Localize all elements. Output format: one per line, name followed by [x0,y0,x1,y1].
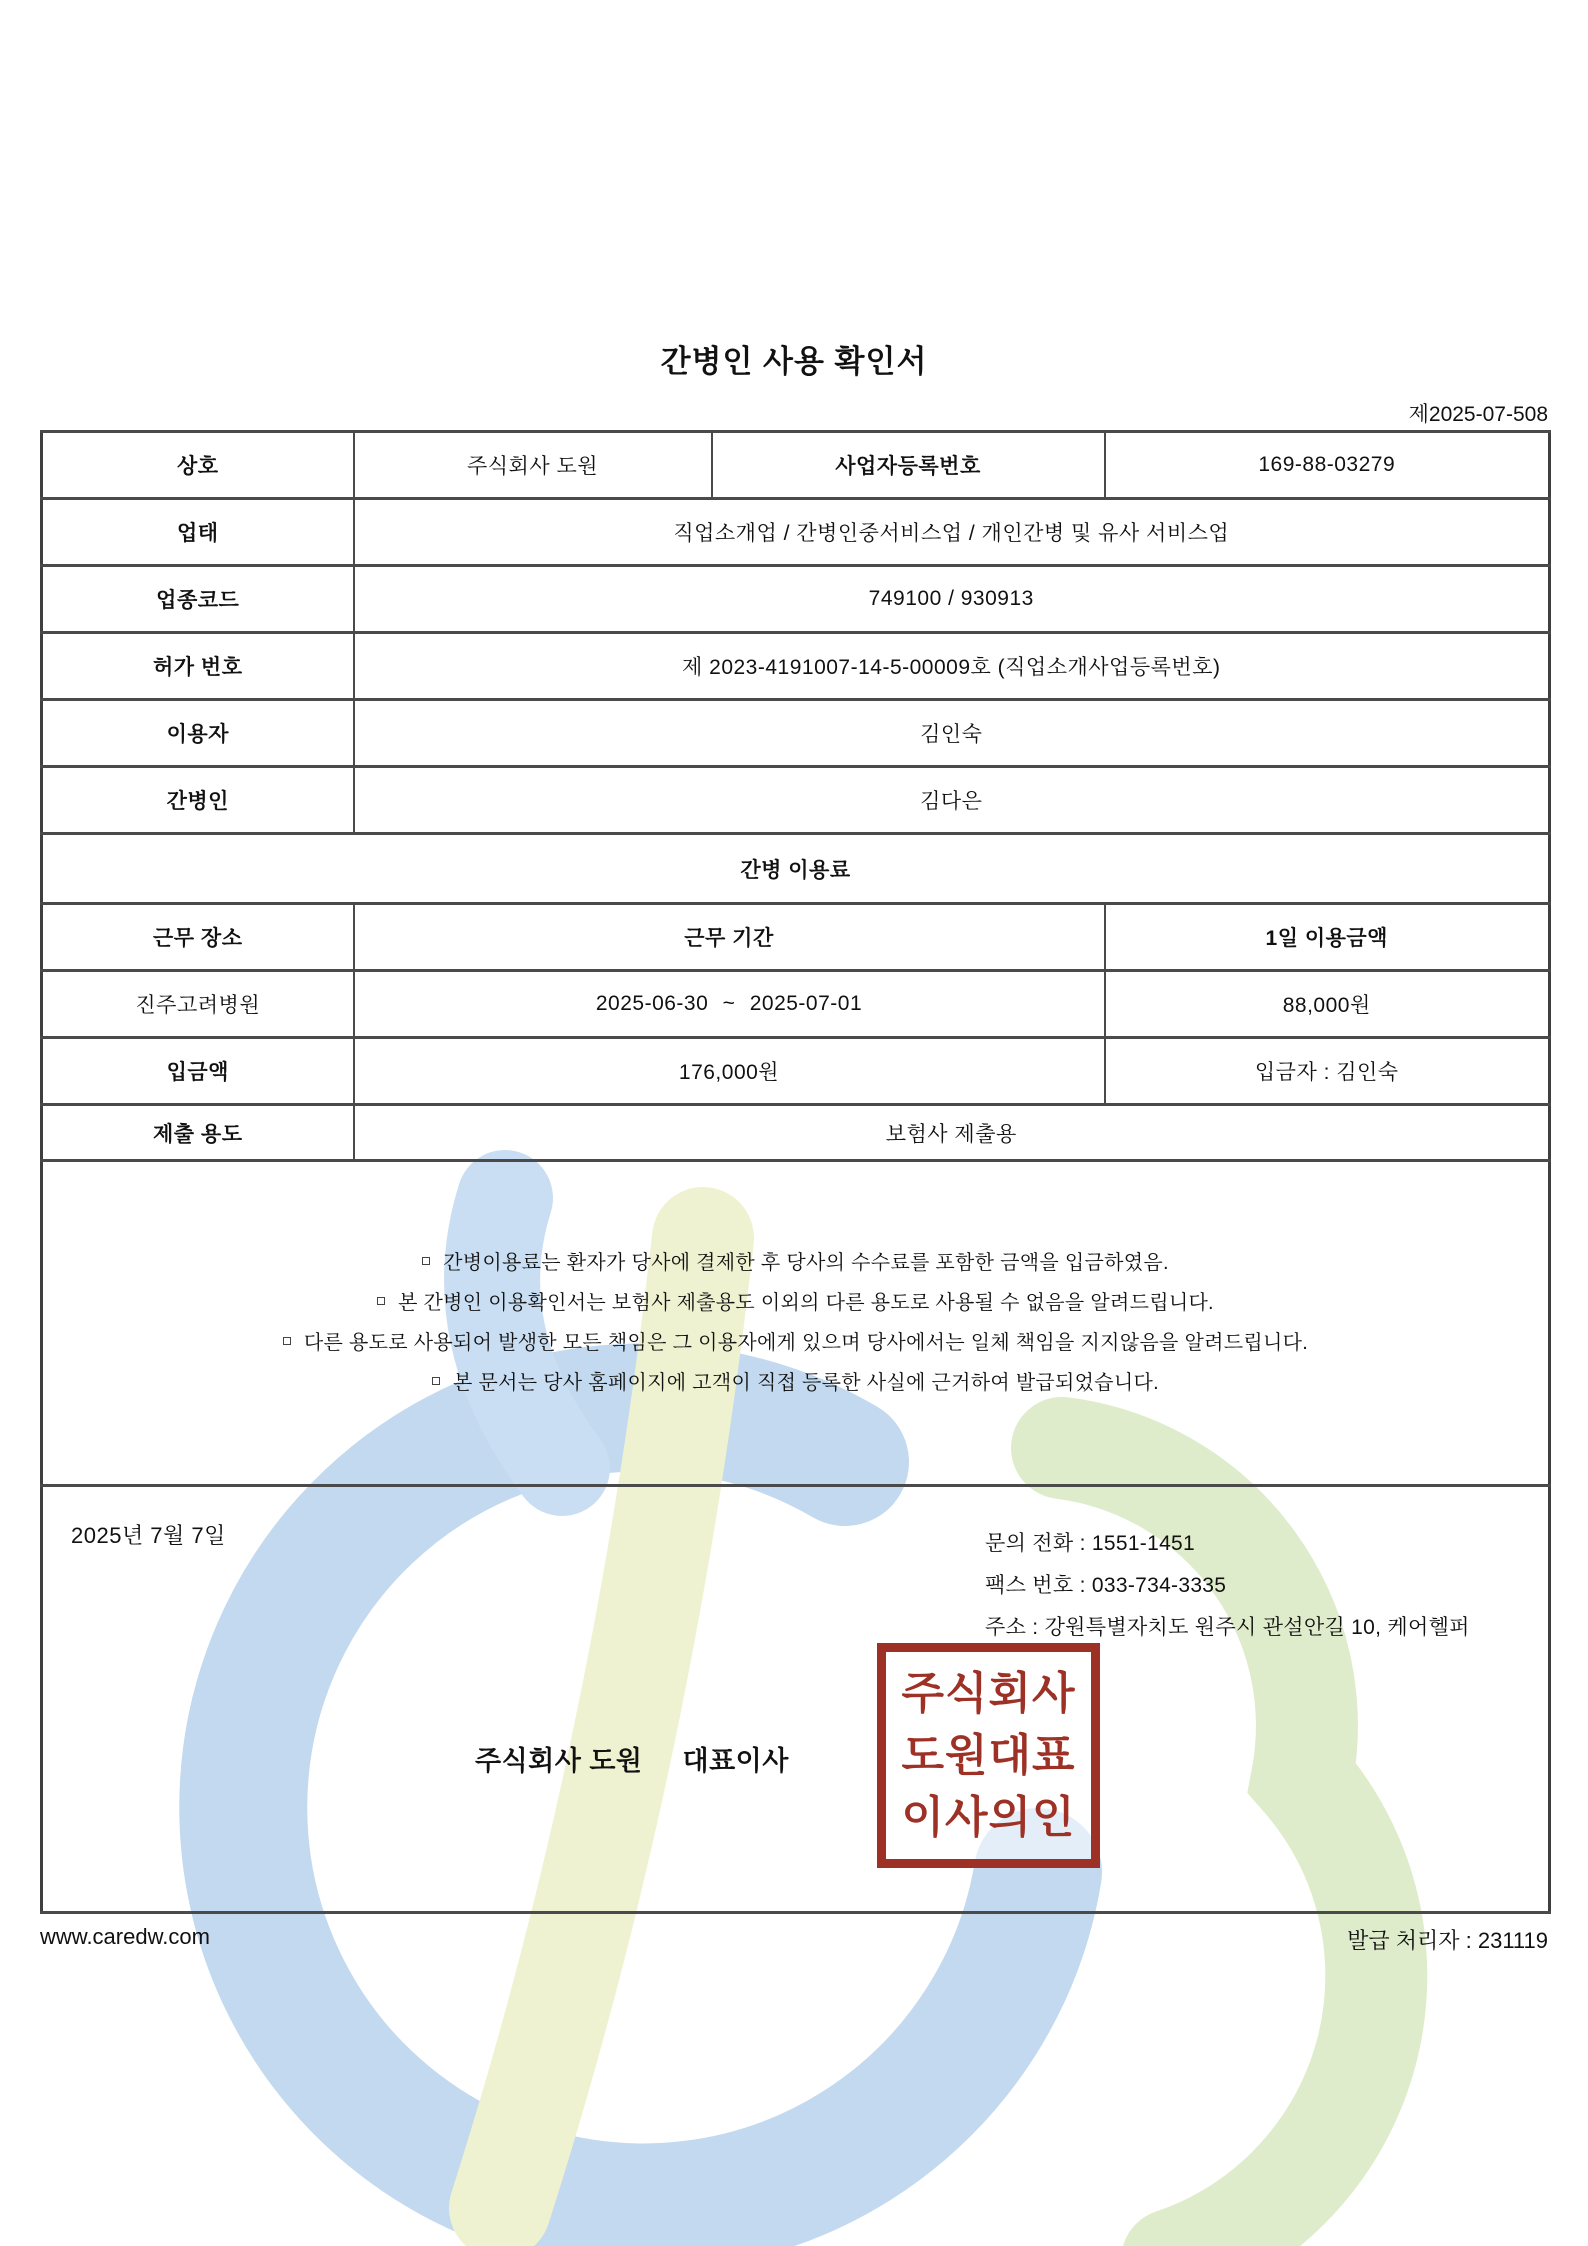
table-row-notes [42,1161,1550,1486]
contact-block [985,1523,1470,1649]
industry-code-label: 업종코드 [42,566,354,633]
contact-fax: 팩스 번호 : 033-734-3335 [985,1574,1227,1597]
issuer-id: 발급 처리자 : 231119 [1347,1928,1548,1953]
ceo-title: 대표이사 [682,1746,789,1776]
work-period-value: 2025-06-30 ~ 2025-07-01 [354,971,1105,1038]
depositor-label: 입금자 [1254,1061,1318,1084]
depositor-cell [1105,1038,1550,1105]
permit-number-label: 허가 번호 [42,633,354,700]
contact-address: 주소 : 강원특별자치도 원주시 관설안길 10, 케어헬퍼 [985,1616,1470,1639]
daily-fee-header: 1일 이용금액 [1105,904,1550,971]
notes-cell [42,1161,1550,1486]
corporate-seal-stamp [877,1643,1100,1868]
bullet-square-icon [283,1337,291,1345]
table-row-signature [42,1486,1550,1913]
issue-date: 2025년 7월 7일 [71,1523,226,1548]
table-row-industry-code [42,566,1550,633]
page-title: 간병인 사용 확인서 [660,344,928,379]
deposit-amount: 176,000원 [354,1038,1105,1105]
signature-cell [42,1486,1550,1913]
purpose-label: 제출 용도 [42,1105,354,1161]
user-label: 이용자 [42,700,354,767]
user-value: 김인숙 [354,700,1550,767]
caregiver-value: 김다은 [354,767,1550,834]
deposit-label: 입금액 [42,1038,354,1105]
note-text: 다른 용도로 사용되어 발생한 모든 책임은 그 이용자에게 있으며 당사에서는 일체 책임을 지지않음을 알려드립니다. [303,1332,1309,1354]
work-period-header: 근무 기간 [354,904,1105,971]
depositor-value: : 김인숙 [1317,1061,1399,1084]
work-place-value: 진주고려병원 [42,971,354,1038]
note-text: 본 문서는 당사 홈페이지에 고객이 직접 등록한 사실에 근거하여 발급되었습니다. [452,1372,1160,1394]
company-name-value: 주식회사 도원 [354,432,712,499]
stamp-text-line: 도원대표 [901,1730,1076,1780]
business-type-value: 직업소개업 / 간병인중서비스업 / 개인간병 및 유사 서비스업 [354,499,1550,566]
company-signature-line [475,1739,789,1778]
note-line [43,1323,1548,1363]
business-type-label: 업태 [42,499,354,566]
contact-phone: 문의 전화 : 1551-1451 [985,1532,1196,1555]
note-line [43,1243,1548,1283]
website-url: www.caredw.com [40,1924,210,1949]
table-row-business-type [42,499,1550,566]
purpose-value: 보험사 제출용 [354,1105,1550,1161]
bullet-square-icon [422,1257,430,1265]
stamp-text-line: 주식회사 [901,1668,1076,1718]
company-name: 주식회사 도원 [475,1746,643,1776]
bullet-square-icon [432,1377,440,1385]
table-row-usage [42,971,1550,1038]
note-text: 본 간병인 이용확인서는 보험사 제출용도 이외의 다른 용도로 사용될 수 없음을 알려드립니다. [398,1292,1214,1314]
work-place-header: 근무 장소 [42,904,354,971]
fee-section-heading: 간병 이용료 [42,834,1550,904]
daily-fee-value: 88,000원 [1105,971,1550,1038]
bullet-square-icon [377,1297,385,1305]
business-reg-value: 169-88-03279 [1105,432,1550,499]
table-row-user [42,700,1550,767]
table-row-deposit [42,1038,1550,1105]
signature-area [43,1487,1548,1911]
certificate-table [40,430,1551,1914]
permit-number-value: 제 2023-4191007-14-5-00009호 (직업소개사업등록번호) [354,633,1550,700]
industry-code-value: 749100 / 930913 [354,566,1550,633]
stamp-text-line: 이사의인 [901,1792,1076,1842]
business-reg-label: 사업자등록번호 [712,432,1105,499]
table-row-caregiver [42,767,1550,834]
caregiver-label: 간병인 [42,767,354,834]
table-row-fee-heading [42,834,1550,904]
table-row-company [42,432,1550,499]
note-line [43,1363,1548,1403]
table-row-permit-number [42,633,1550,700]
table-row-purpose [42,1105,1550,1161]
note-line [43,1283,1548,1323]
document-number: 제2025-07-508 [1408,403,1548,426]
table-row-fee-columns [42,904,1550,971]
company-name-label: 상호 [42,432,354,499]
note-text: 간병이용료는 환자가 당사에 결제한 후 당사의 수수료를 포함한 금액을 입금하였음. [443,1252,1169,1274]
